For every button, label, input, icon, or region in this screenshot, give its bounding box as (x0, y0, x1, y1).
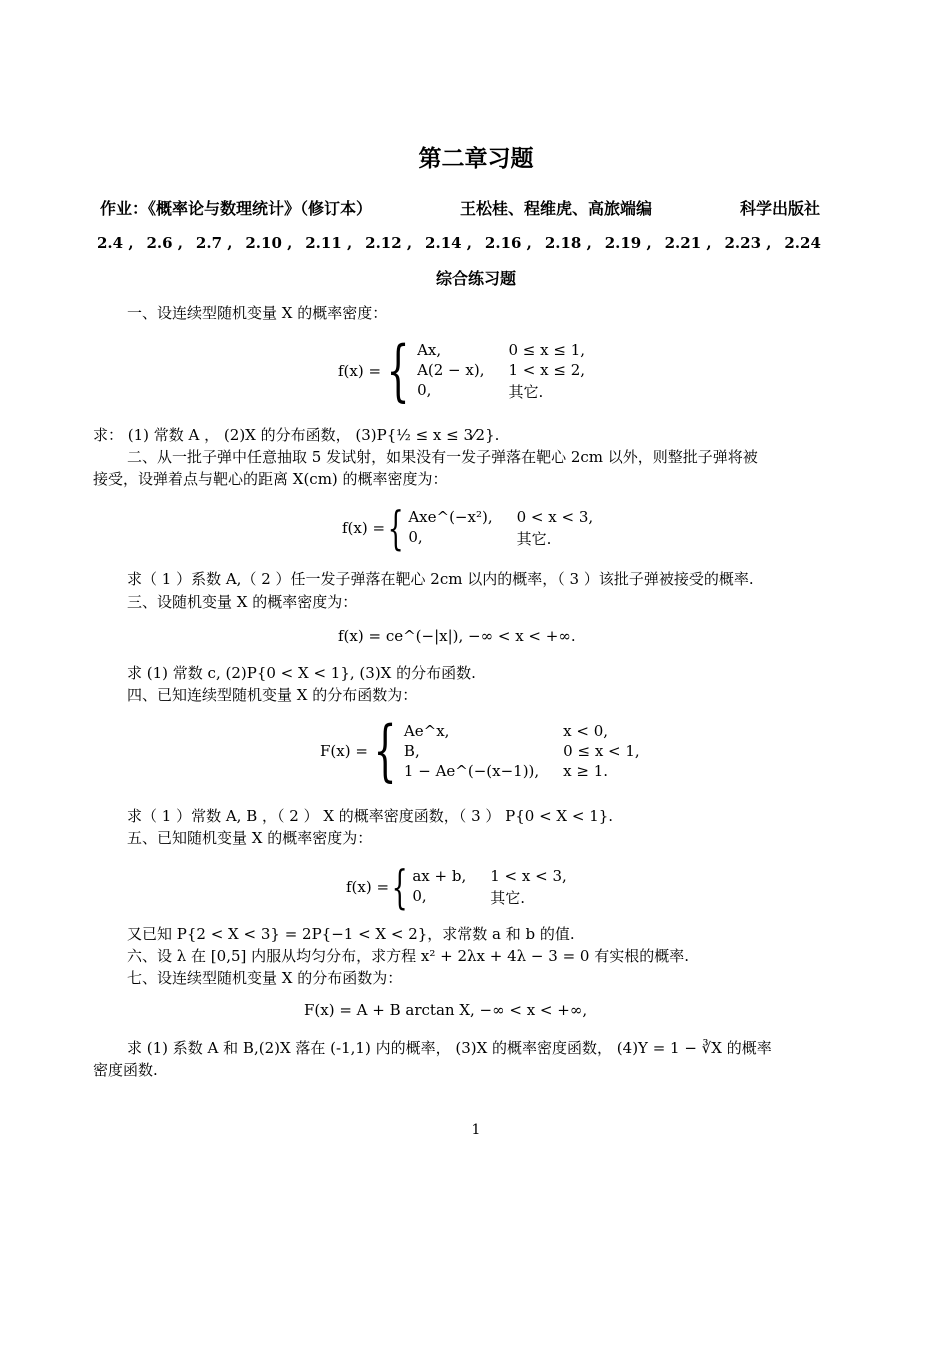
p7-intro: 七、设连续型随机变量 X 的分布函数为： (127, 969, 403, 987)
case-expression: 0, (412, 886, 427, 905)
exercise-number: 2.18 , (544, 234, 592, 252)
case-expression: 0, (408, 527, 423, 546)
p5-equation (346, 860, 567, 914)
p3-ask: 求 (1) 常数 c, (2)P{0 < X < 1}, (3)X 的分布函数. (127, 664, 476, 682)
p4-ask: 求（ 1 ）常数 A, B ，（ 2 ） X 的概率密度函数，（ 3 ） P{0 < X < 1}. (127, 807, 614, 825)
p1-intro: 一、设连续型随机变量 X 的概率密度： (127, 304, 388, 322)
p1-equation (338, 332, 586, 409)
p5-intro: 五、已知随机变量 X 的概率密度为： (127, 829, 373, 847)
p7-ask-2: 密度函数. (93, 1061, 158, 1079)
p6-text: 六、设 λ 在 [0,5] 内服从均匀分布，求方程 x² + 2λx + 4λ − 3 = 0 有实根的概率. (127, 947, 689, 965)
exercise-number: 2.11 , (305, 234, 353, 252)
case-condition: x < 0, (563, 722, 609, 740)
subtitle: 综合练习题 (435, 269, 516, 288)
p2-ask: 求（ 1 ）系数 A,（ 2 ）任一发子弹落在靶心 2cm 以内的概率，（ 3 ）该批子弹被接受的概率. (127, 570, 754, 588)
case-expression: ax + b, (412, 866, 467, 885)
exercise-number: 2.4 , (97, 234, 134, 252)
case-expression: Ae^x, (403, 722, 450, 740)
p5-lhs: f(x) = (346, 878, 390, 896)
exercise-number: 2.24 (784, 234, 821, 252)
p4-intro: 四、已知连续型随机变量 X 的分布函数为： (127, 686, 418, 704)
exercise-number: 2.19 , (604, 234, 652, 252)
exercise-number: 2.14 , (425, 234, 473, 252)
exercise-number: 2.12 , (365, 234, 413, 252)
p4-lhs: F(x) = (320, 742, 368, 760)
case-condition: 1 < x ≤ 2, (508, 360, 586, 379)
p4-cases (404, 722, 640, 780)
p2-cases (408, 508, 593, 549)
left-brace-icon: { (391, 860, 408, 914)
exercise-list (97, 234, 821, 252)
homework-label: 作业：《概率论与数理统计》（修订本） (100, 199, 373, 218)
homework-publisher: 科学出版社 (739, 199, 820, 218)
case-expression: Ax, (417, 340, 442, 359)
exercise-number: 2.16 , (484, 234, 532, 252)
case-condition: 其它. (508, 382, 544, 401)
case-condition: 0 < x < 3, (516, 507, 594, 526)
left-brace-icon: { (387, 501, 404, 555)
p3-equation: f(x) = ce^(−|x|), −∞ < x < +∞. (338, 627, 576, 645)
p1-cases (417, 341, 585, 402)
left-brace-icon: { (386, 332, 410, 409)
case-expression: A(2 − x), (417, 360, 485, 379)
case-expression: Axe^(−x²), (408, 507, 493, 526)
p4-equation (320, 712, 640, 789)
case-condition: 1 < x < 3, (490, 866, 567, 885)
case-condition: 其它. (490, 888, 526, 907)
exercise-number: 2.6 , (146, 234, 183, 252)
case-condition: 0 ≤ x < 1, (563, 742, 640, 760)
p2-lhs: f(x) = (342, 519, 386, 537)
case-expression: 1 − Ae^(−(x−1)), (403, 762, 540, 780)
p2-intro-2: 接受，设弹着点与靶心的距离 X(cm) 的概率密度为： (93, 470, 448, 488)
homework-authors: 王松桂、程维虎、高旅端编 (459, 199, 652, 218)
p2-intro-1: 二、从一批子弹中任意抽取 5 发试射，如果没有一发子弹落在靶心 2cm 以外，则整批子弹将被 (127, 448, 758, 466)
p5-cases (412, 867, 566, 908)
p7-ask-1: 求 (1) 系数 A 和 B,(2)X 落在 (-1,1) 内的概率， (3)X 的概率密度函数， (4)Y = 1 − ∛X 的概率 (127, 1039, 772, 1057)
p3-intro: 三、设随机变量 X 的概率密度为： (127, 593, 358, 611)
case-condition: x ≥ 1. (563, 762, 609, 780)
case-expression: B, (403, 742, 420, 760)
case-condition: 0 ≤ x ≤ 1, (508, 340, 586, 359)
p5-ask: 又已知 P{2 < X < 3} = 2P{−1 < X < 2}，求常数 a 和 b 的值. (127, 925, 575, 943)
page-title: 第二章习题 (418, 146, 534, 172)
homework-line (100, 196, 820, 219)
exercise-number: 2.21 , (664, 234, 712, 252)
exercise-number: 2.7 , (195, 234, 233, 252)
page-number: 1 (471, 1122, 481, 1138)
p1-lhs: f(x) = (338, 362, 382, 380)
p7-equation: F(x) = A + B arctan X, −∞ < x < +∞, (304, 1001, 588, 1019)
case-condition: 其它. (516, 529, 552, 548)
left-brace-icon: { (373, 712, 397, 789)
exercise-number: 2.23 , (724, 234, 772, 252)
case-expression: 0, (417, 380, 432, 399)
p1-ask: 求： (1) 常数 A ， (2)X 的分布函数， (3)P{½ ≤ x ≤ 3⁄2}. (93, 426, 500, 444)
p2-equation (342, 501, 594, 555)
exercise-number: 2.10 , (245, 234, 293, 252)
